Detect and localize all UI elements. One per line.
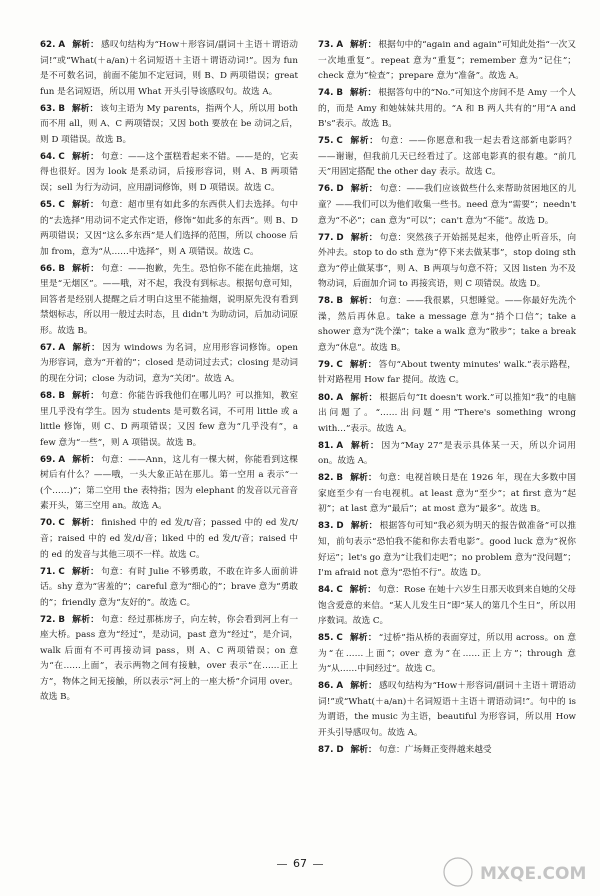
question-entry [40,262,298,340]
analysis-label: 解析： [350,521,378,532]
answer-letter: C [58,566,65,577]
question-entry [318,471,576,518]
question-number: 74. [318,88,334,99]
question-entry [40,150,298,197]
question-number: 82. [318,473,334,484]
analysis-text: 句意：——抱歉，先生。恐怕你不能在此抽烟，这里是“无烟区”。——哦，对不起，我没有到标志。根据句意可知，回答者是经别人提醒之后才明白这里不能抽烟，说明原先没有看到禁烟标志，所以用一般过去时态，且 didn't 为助动词，后加动词原形。故选 B。 [40,263,299,336]
analysis-text: 该句主语为 My parents，指两个人，所以用 both 而不用 all，则 A、C 两项错误；又因 both 要放在 be 动词之后，则 D 项错误。故选 B。 [40,103,299,145]
question-number: 69. [40,454,56,465]
question-number: 63. [40,103,56,114]
question-number: 67. [40,342,56,353]
answer-letter: A [336,440,344,451]
question-number: 72. [40,614,56,625]
question-entry [318,38,576,85]
analysis-label: 解析： [349,136,379,147]
answer-letter: B [336,88,344,99]
analysis-text: 句意：经过那栋房子，向左转，你会看到河上有一座大桥。pass 意为“经过”，是动词，past 意为“经过”，是介词，walk 后面有不可再接动词 pass，则 A、C 两项错误；on 意为“在……上面”，表示两物之间有接触，over 表示“在……正上方”，物体之间无接触，所以表示“河上的一座大桥”介词用 over。故选 B。 [40,614,299,703]
analysis-label: 解析： [71,518,100,529]
question-entry [318,679,576,741]
question-entry [318,358,576,389]
question-number: 70. [40,518,56,529]
question-number: 75. [318,136,334,147]
analysis-text: 句意：——你愿意和我一起去看这部新电影吗？——谢谢，但我前几天已经看过了。这部电影真的很有趣。“前几天”用固定搭配 the other day 表示。故选 C。 [318,136,577,178]
answer-letter: B [58,103,66,114]
question-number: 84. [318,585,334,596]
footer-dash-right [313,864,323,865]
analysis-label: 解析： [72,391,100,402]
question-entry [40,102,298,149]
analysis-text: 根据答句中的“No.”可知这个房间不是 Amy 一个人的，而是 Amy 和她妹妹共用的。“A 和 B 两人共有的”用“A and B's”表示。故选 B。 [318,88,576,130]
analysis-text: 句意：Rose 在她十六岁生日那天收到来自她的父母饱含爱意的来信。“某人儿发生日”即“某人的第几个生日”，所以用序数词。故选 C。 [318,585,576,627]
question-entry [40,198,298,260]
question-entry [40,453,298,515]
analysis-label: 解析： [72,40,100,50]
question-number: 73. [318,40,334,50]
question-entry [40,341,298,388]
analysis-text: 根据后句“It doesn't work.”可以推知“我”的电脑出问题了。“……出问题”用“There's something wrong with…”表示。故选 A。 [318,392,576,434]
analysis-label: 解析： [71,151,100,162]
analysis-label: 解析： [72,454,100,465]
question-number: 87. [318,745,334,756]
answer-letter: D [336,745,344,756]
analysis-label: 解析： [72,342,101,353]
analysis-text: finished 中的 ed 发/t/音；passed 中的 ed 发/t/音；raised 中的 ed 发/d/音；liked 中的 ed 发/t/音；raised 中的 ed 的发音与其他三项不一样。故选 C。 [40,518,299,560]
question-number: 85. [318,633,334,644]
analysis-text: 句意：——我很累，只想睡觉。——你最好先洗个澡，然后再休息。take a message 意为“捎个口信”；take a shower 意为“洗个澡”；take a walk 意为“散步”；take a break 意为“休息”。故选 B。 [318,296,577,353]
analysis-text: 因为“May 27”是表示具体某一天，所以介词用 on。故选 A。 [318,440,576,467]
analysis-label: 解析： [350,681,378,692]
answer-letter: A [58,342,66,353]
answer-letter: A [336,681,344,692]
analysis-text: 句意：突然孩子开始摇晃起来，他停止听音乐，向外冲去。stop to do sth 意为“停下来去做某事”，stop doing sth 意为“停止做某事”，则 A、B 两项与句意不符；又因 listen 为不及物动词，后面加介词 to 再接宾语，则 C 项错误。故选 D。 [318,232,577,290]
analysis-label: 解析： [350,296,378,307]
question-entry [318,182,576,229]
answer-letter: C [58,518,65,529]
answer-letter: B [58,263,66,274]
analysis-label: 解析： [72,614,100,625]
question-number: 66. [40,263,56,274]
page-number: 67 [293,857,307,870]
answer-letter: B [336,296,344,307]
question-entry [318,294,576,356]
analysis-label: 解析： [350,232,378,243]
answer-letter: C [336,633,343,644]
question-entry [318,583,576,630]
watermark-text: MXQE.COM [480,864,587,884]
answer-letter: A [336,40,344,50]
question-entry [40,38,298,100]
analysis-text: 句意：——Ann，这儿有一棵大树，你能看到这棵树后有什么？——哦，一头大象正站在那儿。第一空用 a 表示“一(个……)”；第二空用 the 表特指；因为 elephant 的发音以元音音素开头，第三空用 an。故选 A。 [40,454,298,512]
answer-letter: B [58,614,66,625]
right-column [318,38,576,760]
question-entry [318,134,576,181]
question-number: 78. [318,296,334,307]
question-number: 68. [40,391,56,402]
question-number: 76. [318,184,334,195]
analysis-text: “过桥”指从桥的表面穿过，所以用 across。on 意为“在……上面”；over 意为“在……正上方”；through 意为“从……中间经过”。故选 C。 [318,633,577,675]
analysis-text: 因为 windows 为名词，应用形容词修饰。open 为形容词，意为“开着的”；closed 是动词过去式；closing 是动词的现在分词；close 为动词，意为“关闭”。故选 A。 [40,342,299,384]
answer-letter: A [336,392,344,403]
analysis-text: 感叹句结构为“How＋形容词/副词＋主语＋谓语动词!”或“What(＋a/an)＋名词短语＋主语＋谓语动词!”。因为 fun 是不可数名词，前面不能加不定冠词，则 B、D 两项错误；great fun 是名词短语，所以用 What 开头引导该感叹句。故选 A。 [40,40,298,97]
analysis-text: 句意：电视首映日是在 1926 年，现在大多数中国家庭至少有一台电视机。at least 意为“至少”；at first 意为“起初”；at last 意为“最后”；at most 意为“最多”。故选 B。 [318,473,576,515]
question-entry [318,631,576,678]
analysis-label: 解析： [349,359,377,370]
footer-dash-left [277,864,287,865]
analysis-label: 解析： [349,585,376,596]
answer-letter: C [58,151,65,162]
question-number: 71. [40,566,56,577]
question-entry [40,613,298,706]
watermark-circle-icon [444,858,472,886]
analysis-label: 解析： [350,184,378,195]
question-number: 80. [318,392,334,403]
answer-letter: C [58,199,65,210]
question-entry [318,519,576,581]
answer-letter: D [336,184,344,195]
analysis-label: 解析： [72,103,99,114]
question-entry [40,516,298,563]
question-entry [318,231,576,293]
question-entry [318,743,576,759]
analysis-text: 根据答句可知“我必须为明天的报告做准备”可以推知，前句表示“恐怕我不能和你去看电影”。good luck 意为“祝你好运”；let's go 意为“让我们走吧”；no problem 意为“没问题”；I'm afraid not 意为“恐怕不行”。故选 D。 [318,521,577,579]
answer-letter: A [58,40,66,50]
analysis-text: 句意：广场舞正变得越来越受 [378,745,492,756]
question-number: 62. [40,40,56,50]
question-entry [318,391,576,438]
analysis-label: 解析： [71,199,99,210]
analysis-text: 根据句中的“again and again”可知此处指“一次又一次地重复”。repeat 意为“重复”；remember 意为“记住”；check 意为“检查”；prepare 意为“准备”。故选 A。 [318,40,576,82]
watermark-logo [440,852,590,892]
analysis-label: 解析： [350,440,380,451]
question-number: 65. [40,199,56,210]
analysis-text: 句意：——这个蛋糕看起来不错。——是的，它卖得也很好。因为 look 是系动词，后接形容词，则 A、B 两项错误；sell 为行为动词，应用副词修饰，则 D 项错误。故选 C。 [40,151,299,193]
answer-letter: C [336,136,343,147]
answer-letter: C [336,585,343,596]
answer-letter: D [336,521,344,532]
question-number: 77. [318,232,334,243]
analysis-text: 句意：有时 Julie 不够勇敢，不敢在许多人面前讲话。shy 意为“害羞的”；careful 意为“细心的”；brave 意为“勇敢的”；friendly 意为“友好的”。故选 C。 [40,566,298,608]
analysis-label: 解析： [350,392,378,403]
analysis-text: 句意：超市里有如此多的东西供人们去选择。句中的“去选择”用动词不定式作定语，修饰“如此多的东西”。则 B、D 两项错误；又因“这么多东西”是人们选择的范围，所以 choose 后加 from，意为“从……中选择”，则 A 项错误。故选 C。 [40,199,298,257]
question-entry [318,439,576,470]
question-entry [318,86,576,133]
answer-letter: D [336,232,344,243]
question-number: 64. [40,151,56,162]
question-number: 79. [318,359,334,370]
question-entry [40,565,298,612]
analysis-label: 解析： [71,566,100,577]
answer-letter: C [336,359,343,370]
analysis-text: 句意：——我们应该做些什么来帮助贫困地区的儿童？——我们可以为他们收集一些书。need 意为“需要”；needn't 意为“不必”；can 意为“可以”；can't 意为“不能”。故选 D。 [318,184,577,226]
analysis-text: 感叹句结构为“How＋形容词/副词＋主语＋谓语动词!”或“What(＋a/an)＋名词短语＋主语＋谓语动词!”。句中的 is 为谓语，the music 为主语，beautiful 为形容词，所以用 How 开头引导感叹句。故选 A。 [318,681,576,739]
analysis-label: 解析： [350,40,377,50]
question-number: 83. [318,521,334,532]
analysis-label: 解析： [350,473,377,484]
analysis-label: 解析： [350,88,377,99]
answer-letter: B [58,391,66,402]
analysis-text: 答句“About twenty minutes' walk.”表示路程，针对路程用 How far 提问。故选 C。 [318,359,576,386]
question-number: 86. [318,681,334,692]
analysis-text: 句意：你能告诉我他们在哪儿吗？可以推知，教室里几乎没有学生。因为 students 是可数名词，不可用 little 或 a little 修饰，则 C、D 两项错误；又因 few 意为“几乎没有”，a few 意为“一些”，则 A 项错误。故选 B。 [40,391,299,448]
analysis-label: 解析： [349,633,377,644]
left-column [40,38,298,707]
answer-letter: B [336,473,344,484]
question-entry [40,389,298,451]
analysis-label: 解析： [350,745,377,756]
answer-letter: A [58,454,66,465]
analysis-label: 解析： [72,263,100,274]
question-number: 81. [318,440,334,451]
